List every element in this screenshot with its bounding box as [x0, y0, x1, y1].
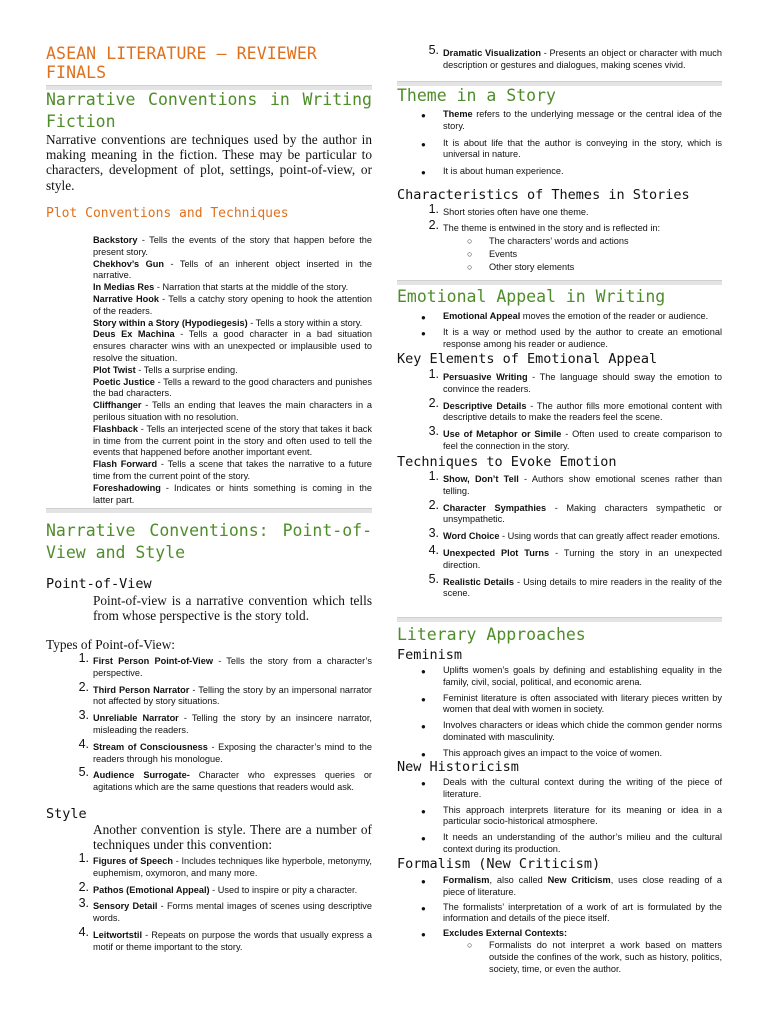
item-desc: - Exposing the character’s mind to the readers through his monologue.	[93, 741, 372, 764]
bullet-icon: ●	[421, 930, 426, 940]
item-desc: - Tells a story within a story.	[247, 317, 363, 328]
item-term: Figures of Speech	[93, 856, 173, 866]
item-desc: - Tells a surprise ending.	[135, 364, 238, 375]
item-desc: Involves characters or ideas which chide the common gender norms dominated with masculinity.	[443, 720, 722, 742]
list-item	[78, 765, 372, 794]
item-number: 3.	[428, 424, 439, 439]
item-desc: Other story elements	[489, 262, 575, 273]
item-number: 1.	[428, 202, 439, 216]
item-term: In Medias Res	[93, 282, 155, 293]
list-item	[93, 294, 372, 318]
section-heading-emotional-appeal: Emotional Appeal in Writing	[397, 287, 666, 306]
item-desc: Uplifts women’s goals by defining and establishing equality in the family, civil, social, political, and economic arena.	[443, 665, 722, 687]
item-term: Plot Twist	[93, 364, 136, 375]
item-desc: - Often used to create comparison to feel the connection in the story.	[443, 429, 722, 451]
list-item	[78, 736, 372, 766]
list-item	[421, 311, 722, 323]
list-item	[93, 318, 372, 330]
heading-word: in	[269, 90, 290, 109]
item-desc: It needs an understanding of the author’s milieu and the cultural context during its production.	[443, 832, 722, 854]
list-item-dramatic-visualization	[428, 43, 722, 72]
item-term: Character Sympathies	[443, 502, 547, 513]
item-desc: It is a way or method used by the author to create an emotional response among his reader or audience.	[443, 326, 722, 349]
item-desc: - Turning the story in an unexpected direction.	[443, 547, 722, 570]
new-historicism-bullets	[421, 777, 722, 860]
item-desc: Character who expresses queries or agitations which are the same questions that readers would ask.	[93, 770, 372, 793]
item-number: 2.	[78, 679, 89, 694]
item-term: Word Choice	[443, 531, 500, 542]
bullet-icon: ●	[421, 694, 426, 704]
bullet-icon: ●	[421, 328, 426, 338]
list-item	[428, 571, 722, 601]
list-item	[78, 851, 372, 880]
list-item	[78, 879, 372, 897]
list-item	[93, 400, 372, 424]
pov-definition: Point-of-view is a narrative convention which tells from whose perspective is the story told.	[93, 593, 372, 624]
item-desc: moves the emotion of the reader or audience.	[520, 311, 709, 321]
section-heading-narrative-conventions	[46, 89, 372, 133]
item-number: 2.	[428, 217, 439, 232]
item-term: Foreshadowing	[93, 482, 161, 493]
item-desc: Formalists do not interpret a work based on matters outside the confines of the work, such as history, politics, society, time, or even the author.	[489, 939, 722, 974]
item-desc: - Repeats on purpose the words that usually express a motif or theme important to the story.	[93, 929, 372, 952]
bullet-icon: ●	[421, 779, 426, 788]
subheading-techniques-evoke-emotion: Techniques to Evoke Emotion	[397, 454, 617, 470]
item-desc: The formalists’ interpretation of a work of art is formulated by the information and details of the piece itself.	[443, 901, 722, 924]
list-item	[421, 747, 722, 760]
item-term: Cliffhanger	[93, 400, 142, 411]
formalism-bullets	[421, 875, 722, 975]
item-number: 1.	[428, 367, 439, 381]
list-item	[78, 708, 372, 737]
item-desc: This approach interprets literature for its meaning or idea in a particular socio-historical atmosphere.	[443, 804, 722, 827]
item-desc: - Tells an interjected scene of the story that takes it back in time from the current point in the story and often used to tell the events that happened before another important event.	[93, 423, 372, 458]
list-item	[78, 651, 372, 680]
list-item	[421, 832, 722, 856]
item-number: 1.	[78, 651, 89, 665]
circle-bullet-icon: ○	[467, 939, 473, 950]
circle-bullet-icon: ○	[467, 235, 473, 246]
list-item	[93, 424, 372, 459]
item-term: Dramatic Visualization	[443, 48, 542, 58]
item-number: 5.	[428, 571, 439, 586]
item-desc: , also called	[489, 875, 548, 885]
list-item	[421, 901, 722, 926]
item-term: Excludes External Contexts:	[443, 928, 568, 939]
item-desc: refers to the underlying message or the central idea of the story.	[443, 109, 722, 131]
item-term: Realistic Details	[443, 576, 514, 587]
item-term: Show, Don’t Tell	[443, 474, 519, 484]
item-number: 5.	[78, 765, 89, 780]
list-item	[428, 202, 722, 219]
bullet-icon: ●	[421, 313, 426, 322]
item-term: Flashback	[93, 423, 138, 434]
item-term: Backstory	[93, 235, 138, 245]
item-desc: This approach gives an impact to the voice of women.	[443, 747, 663, 758]
list-item	[428, 497, 722, 527]
item-desc: It is about human experience.	[443, 166, 564, 177]
item-desc: The theme is entwined in the story and is reflected in:	[443, 222, 661, 233]
item-desc: - Tells a catchy story opening to hook the attention of the readers.	[93, 293, 372, 316]
list-item	[93, 459, 372, 483]
list-item	[421, 875, 722, 899]
style-definition: Another convention is style. There are a number of techniques under this convention:	[93, 822, 372, 853]
list-item	[93, 329, 372, 364]
item-number: 1.	[78, 851, 89, 865]
item-number: 2.	[428, 395, 439, 410]
feminism-bullets	[421, 665, 722, 764]
item-desc: - Indicates or hints something is coming in the latter part.	[93, 482, 372, 505]
section-divider	[46, 508, 372, 513]
heading-line: View and Style	[46, 543, 186, 562]
style-techniques-list	[78, 851, 373, 959]
bullet-icon: ●	[421, 667, 426, 676]
document-title: ASEAN LITERATURE – REVIEWER FINALS	[46, 44, 317, 82]
item-desc: - Authors show emotional scenes rather than telling.	[443, 474, 722, 496]
heading-line: Fiction	[46, 112, 116, 131]
theme-bullets	[421, 109, 722, 183]
bullet-icon: ●	[421, 903, 426, 913]
bullet-icon: ●	[421, 834, 426, 844]
circle-bullet-icon: ○	[467, 262, 473, 273]
plot-conventions-list	[93, 235, 372, 506]
bullet-icon: ●	[421, 168, 426, 178]
item-term: Audience Surrogate-	[93, 770, 190, 781]
item-desc: - Tells an ending that leaves the main characters in a perilous situation with no resolution.	[93, 400, 372, 422]
list-item	[93, 282, 372, 294]
bullet-icon: ●	[421, 139, 426, 149]
list-item	[421, 326, 722, 351]
item-term: Persuasive Writing	[443, 372, 528, 382]
section-heading-literary-approaches: Literary Approaches	[397, 625, 586, 644]
item-term: Unexpected Plot Turns	[443, 547, 550, 558]
list-item	[78, 679, 372, 709]
item-desc: - Tells the story from a character’s perspective.	[93, 656, 372, 678]
sub-list-item	[467, 235, 722, 248]
key-elements-list	[428, 367, 722, 458]
item-desc: - Tells a scene that takes the narrative to a future time from the current point of the story.	[93, 459, 372, 481]
item-number: 4.	[78, 924, 89, 939]
bullet-icon: ●	[421, 722, 426, 732]
item-desc: - Telling the story by an insincere narrator, misleading the readers.	[93, 713, 372, 735]
item-term: Descriptive Details	[443, 400, 527, 411]
item-desc: - Forms mental images of scenes using descriptive words.	[93, 901, 373, 924]
subheading-characteristics-of-themes: Characteristics of Themes in Stories	[397, 187, 690, 203]
circle-bullet-icon: ○	[467, 248, 473, 259]
item-term: Formalism	[443, 875, 490, 885]
item-number: 4.	[78, 736, 89, 751]
item-term: Use of Metaphor or Simile	[443, 429, 562, 440]
characteristics-list	[428, 202, 722, 275]
heading-word: Conventions	[148, 90, 258, 109]
item-number: 5.	[428, 43, 439, 57]
list-item	[428, 542, 722, 572]
item-term: Stream of Consciousness	[93, 741, 208, 752]
list-item	[421, 109, 722, 133]
item-term: Theme	[443, 109, 473, 119]
heading-word: Writing	[302, 90, 372, 109]
item-term: Flash Forward	[93, 459, 158, 470]
item-term: Emotional Appeal	[443, 311, 521, 321]
sub-list-item	[467, 939, 722, 975]
list-item	[93, 259, 372, 283]
list-item	[93, 365, 372, 377]
sub-list-item	[467, 262, 722, 274]
bullet-icon: ●	[421, 806, 426, 816]
item-number: 2.	[428, 497, 439, 512]
heading-line	[46, 520, 372, 542]
subheading-point-of-view: Point-of-View	[46, 576, 152, 592]
pov-types-list	[78, 651, 372, 799]
item-term: Story within a Story (Hypodiegesis)	[93, 317, 248, 328]
list-item	[421, 720, 722, 744]
item-desc: - The author fills more emotional content with descriptive details to make the readers feel the scene.	[443, 400, 722, 423]
list-item	[428, 526, 722, 543]
heading-word: Narrative	[46, 90, 136, 109]
narrative-intro: Narrative conventions are techniques used by the author in making meaning in the fiction. These may be particular to characters, development of plot, settings, point-of-view, or style.	[46, 132, 372, 193]
list-item	[428, 395, 722, 425]
sub-list	[467, 235, 722, 274]
sub-list-item	[467, 248, 722, 261]
item-desc: Short stories often have one theme.	[443, 207, 589, 217]
list-item	[421, 665, 722, 689]
list-item	[428, 469, 722, 498]
subheading-plot-conventions: Plot Conventions and Techniques	[46, 206, 289, 221]
list-item	[428, 217, 722, 235]
techniques-list	[428, 469, 722, 605]
section-heading-pov-style	[46, 520, 372, 564]
item-number: 3.	[428, 526, 439, 541]
bullet-icon: ●	[421, 749, 426, 759]
item-desc: - Making characters sympathetic or unsympathetic.	[443, 502, 722, 525]
list-item	[93, 483, 372, 507]
item-term: Leitwortstil	[93, 929, 143, 940]
emotional-appeal-bullets	[421, 311, 722, 354]
item-desc: - Using details to mire readers in the reality of the scene.	[443, 576, 722, 599]
list-item	[93, 377, 372, 401]
list-item	[421, 166, 722, 178]
item-desc: - Using words that can greatly affect reader emotions.	[499, 531, 720, 542]
item-desc: Deals with the cultural context during the writing of the piece of literature.	[443, 777, 722, 799]
section-heading-theme: Theme in a Story	[397, 86, 556, 105]
item-number: 1.	[428, 469, 439, 483]
list-item	[421, 137, 722, 162]
item-desc: The characters’ words and actions	[489, 235, 629, 246]
list-item	[421, 777, 722, 801]
item-number: 2.	[78, 879, 89, 894]
heading-word: Narrative	[46, 521, 136, 540]
item-desc: - Tells a reward to the good characters and punishes the bad characters.	[93, 376, 372, 399]
item-number: 4.	[428, 542, 439, 557]
item-desc: - The language should sway the emotion to convince the readers.	[443, 372, 722, 394]
list-item	[78, 924, 372, 954]
heading-word: Point-of-	[282, 521, 372, 540]
item-term: Sensory Detail	[93, 901, 158, 912]
list-item	[428, 367, 722, 396]
item-desc: - Telling the story by an impersonal narrator not affected by story situations.	[93, 684, 372, 707]
subheading-feminism: Feminism	[397, 647, 463, 663]
item-desc: - Tells of an inherent object inserted in the narrative.	[93, 258, 373, 281]
list-item	[421, 692, 722, 717]
heading-line	[46, 89, 372, 111]
item-number: 3.	[78, 896, 89, 911]
pov-types-label: Types of Point-of-View:	[46, 637, 176, 652]
item-desc: - Includes techniques like hyperbole, metonymy, euphemism, oxymoron, and many more.	[93, 856, 372, 878]
item-desc: - Presents an object or character with much description or gestures and dialogues, making scenes vivid.	[443, 48, 722, 70]
bullet-icon: ●	[421, 111, 426, 120]
item-number: 3.	[78, 708, 89, 723]
bullet-icon: ●	[421, 877, 426, 886]
item-term: Poetic Justice	[93, 376, 155, 387]
item-desc: , uses close reading of a piece of literature.	[443, 875, 722, 897]
subheading-new-historicism: New Historicism	[397, 759, 519, 775]
list-item	[93, 235, 372, 259]
item-desc: - Used to inspire or pity a character.	[209, 884, 358, 895]
list-item	[428, 424, 722, 453]
section-divider	[397, 280, 722, 285]
item-desc: - Narration that starts at the middle of the story.	[154, 282, 349, 293]
item-term: Pathos (Emotional Appeal)	[93, 884, 210, 895]
subheading-formalism: Formalism (New Criticism)	[397, 856, 601, 872]
subheading-key-elements: Key Elements of Emotional Appeal	[397, 351, 658, 367]
item-desc: - Tells a good character in a bad situation ensures character wins with an unexpected or implausible used to resolve the situation.	[93, 329, 372, 363]
section-divider	[397, 617, 722, 622]
list-item	[421, 804, 722, 829]
item-desc: It is about life that the author is conveying in the story, which is universal in nature.	[443, 137, 722, 160]
item-term: First Person Point-of-View	[93, 656, 213, 666]
heading-word: Conventions:	[149, 521, 269, 540]
item-term: New Criticism	[547, 875, 611, 885]
item-desc: Feminist literature is often associated with literary pieces written by women that deal with women in society.	[443, 692, 722, 715]
item-term: Third Person Narrator	[93, 684, 190, 695]
list-item	[421, 928, 722, 940]
item-desc: - Tells the events of the story that happen before the present story.	[93, 235, 372, 257]
list-item	[78, 896, 373, 925]
item-desc: Events	[489, 248, 518, 259]
item-term: Chekhov’s Gun	[93, 258, 164, 269]
subheading-style: Style	[46, 806, 87, 822]
item-term: Narrative Hook	[93, 293, 159, 304]
item-term: Unreliable Narrator	[93, 713, 179, 724]
item-term: Deus Ex Machina	[93, 329, 175, 340]
